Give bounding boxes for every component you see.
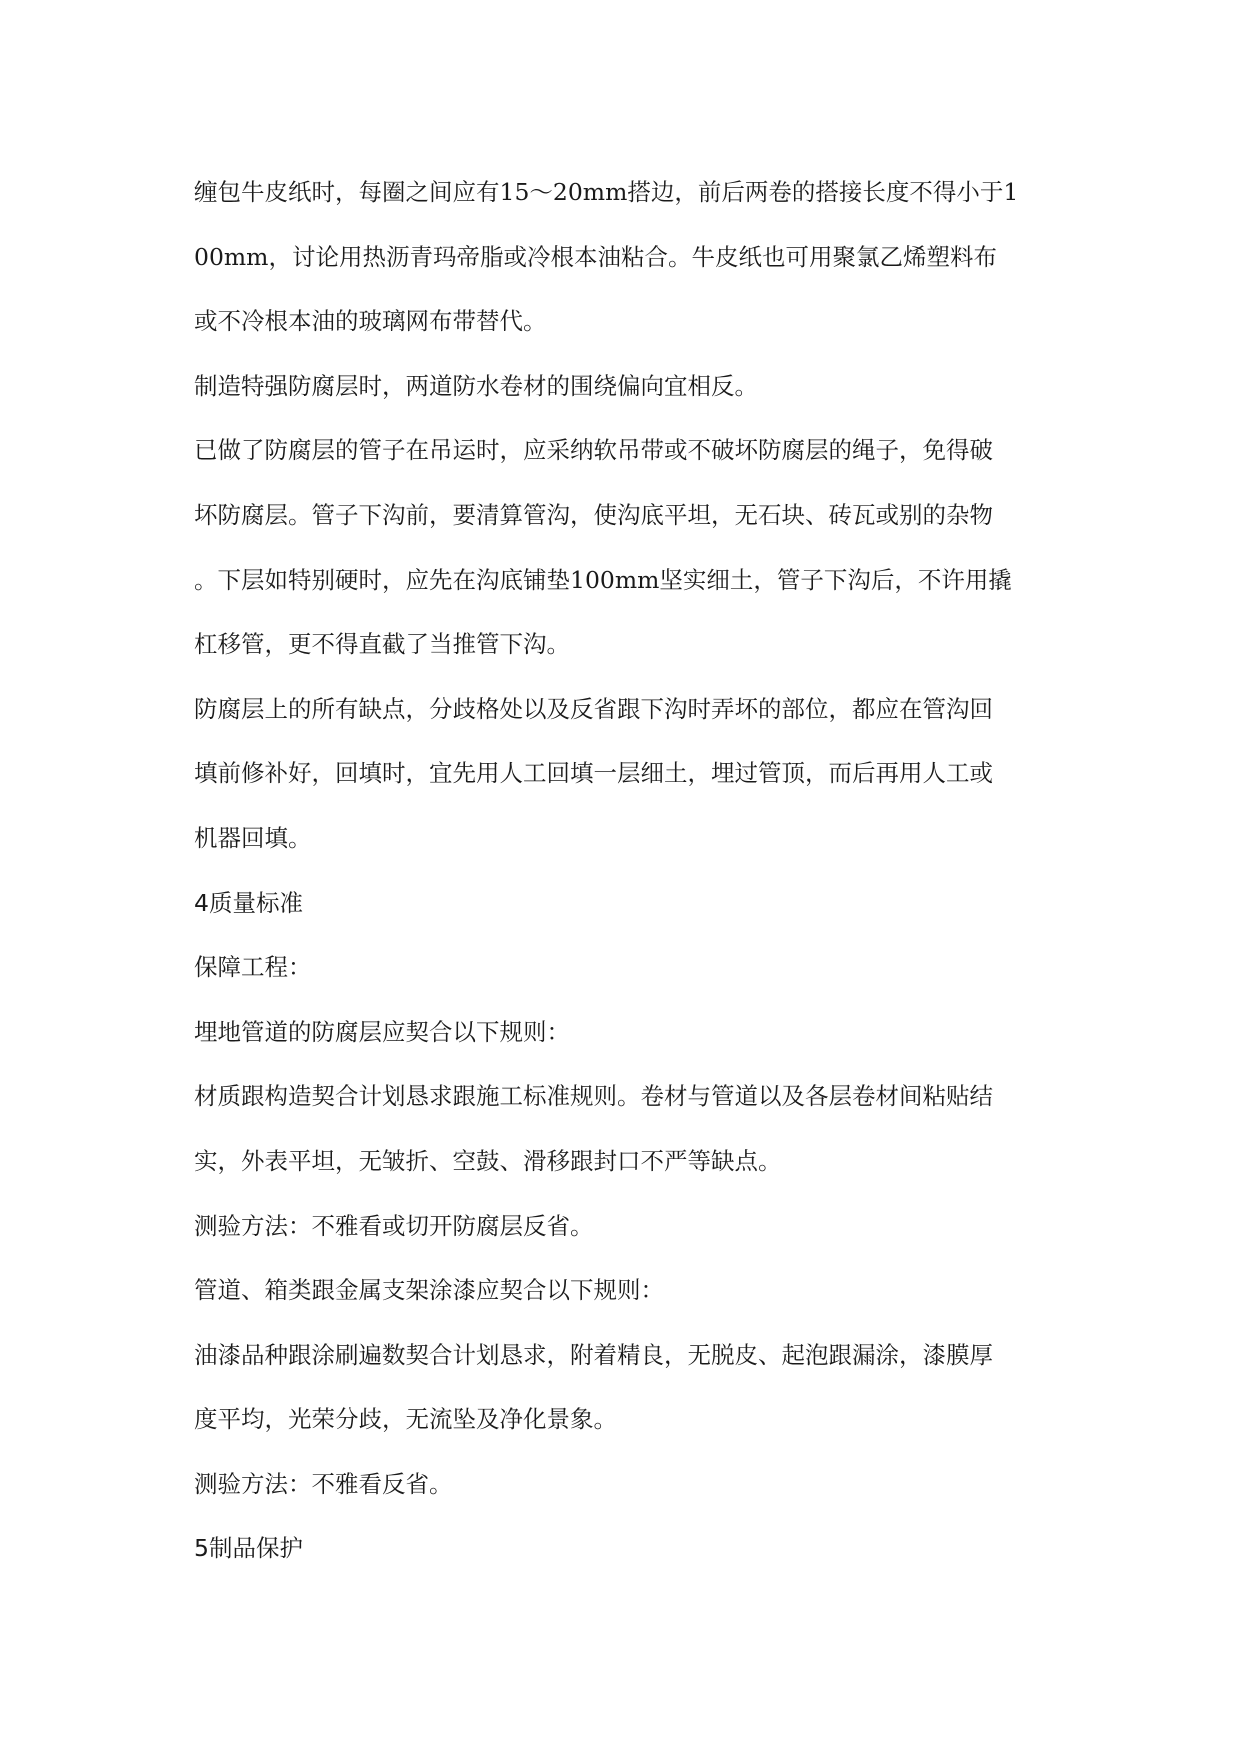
text-line: 实，外表平坦，无皱折、空鼓、滑移跟封口不严等缺点。 <box>194 1146 782 1175</box>
text-line: 管道、箱类跟金属支架涂漆应契合以下规则： <box>194 1276 664 1305</box>
text-line: 材质跟构造契合计划恳求跟施工标准规则。卷材与管道以及各层卷材间粘贴结 <box>194 1082 993 1111</box>
text-line: 00mm，讨论用热沥青玛帝脂或冷根本油粘合。牛皮纸也可用聚氯乙烯塑料布 <box>194 242 997 271</box>
paragraph <box>194 935 1054 1000</box>
text-line: 机器回填。 <box>194 823 312 852</box>
text-line: 油漆品种跟涂刷遍数契合计划恳求，附着精良，无脱皮、起泡跟漏涂，漆膜厚 <box>194 1340 993 1369</box>
paragraph <box>194 1258 1054 1323</box>
paragraph <box>194 677 1054 871</box>
text-line: 测验方法：不雅看反省。 <box>194 1469 453 1498</box>
text-line: 度平均，光荣分歧，无流坠及净化景象。 <box>194 1405 617 1434</box>
document-body <box>194 160 1054 1581</box>
text-line: 已做了防腐层的管子在吊运时，应采纳软吊带或不破坏防腐层的绳子，免得破 <box>194 436 993 465</box>
text-line: 填前修补好，回填时，宜先用人工回填一层细土，埋过管顶，而后再用人工或 <box>194 759 993 788</box>
text-line: 或不冷根本油的玻璃网布带替代。 <box>194 307 547 336</box>
text-line: 杠移管，更不得直截了当推管下沟。 <box>194 630 570 659</box>
text-line: 4质量标准 <box>194 888 303 917</box>
paragraph <box>194 1194 1054 1259</box>
section-heading <box>194 871 1054 936</box>
text-line: 坏防腐层。管子下沟前，要清算管沟，使沟底平坦，无石块、砖瓦或别的杂物 <box>194 500 993 529</box>
text-line: 防腐层上的所有缺点，分歧格处以及反省跟下沟时弄坏的部位，都应在管沟回 <box>194 694 993 723</box>
paragraph <box>194 1323 1054 1452</box>
text-line: 5制品保护 <box>194 1534 303 1563</box>
paragraph <box>194 418 1054 676</box>
paragraph <box>194 1452 1054 1517</box>
paragraph <box>194 160 1054 354</box>
text-line: 缠包牛皮纸时，每圈之间应有15～20mm搭边，前后两卷的搭接长度不得小于1 <box>194 178 1019 206</box>
text-line: 测验方法：不雅看或切开防腐层反省。 <box>194 1211 594 1240</box>
text-line: 埋地管道的防腐层应契合以下规则： <box>194 1017 570 1046</box>
text-line: 。下层如特别硬时，应先在沟底铺垫100mm坚实细土，管子下沟后，不许用撬 <box>194 565 1012 594</box>
section-heading <box>194 1516 1054 1581</box>
text-line: 制造特强防腐层时，两道防水卷材的围绕偏向宜相反。 <box>194 371 758 400</box>
paragraph <box>194 1064 1054 1193</box>
paragraph <box>194 354 1054 419</box>
text-line: 保障工程： <box>194 953 312 982</box>
paragraph <box>194 1000 1054 1065</box>
